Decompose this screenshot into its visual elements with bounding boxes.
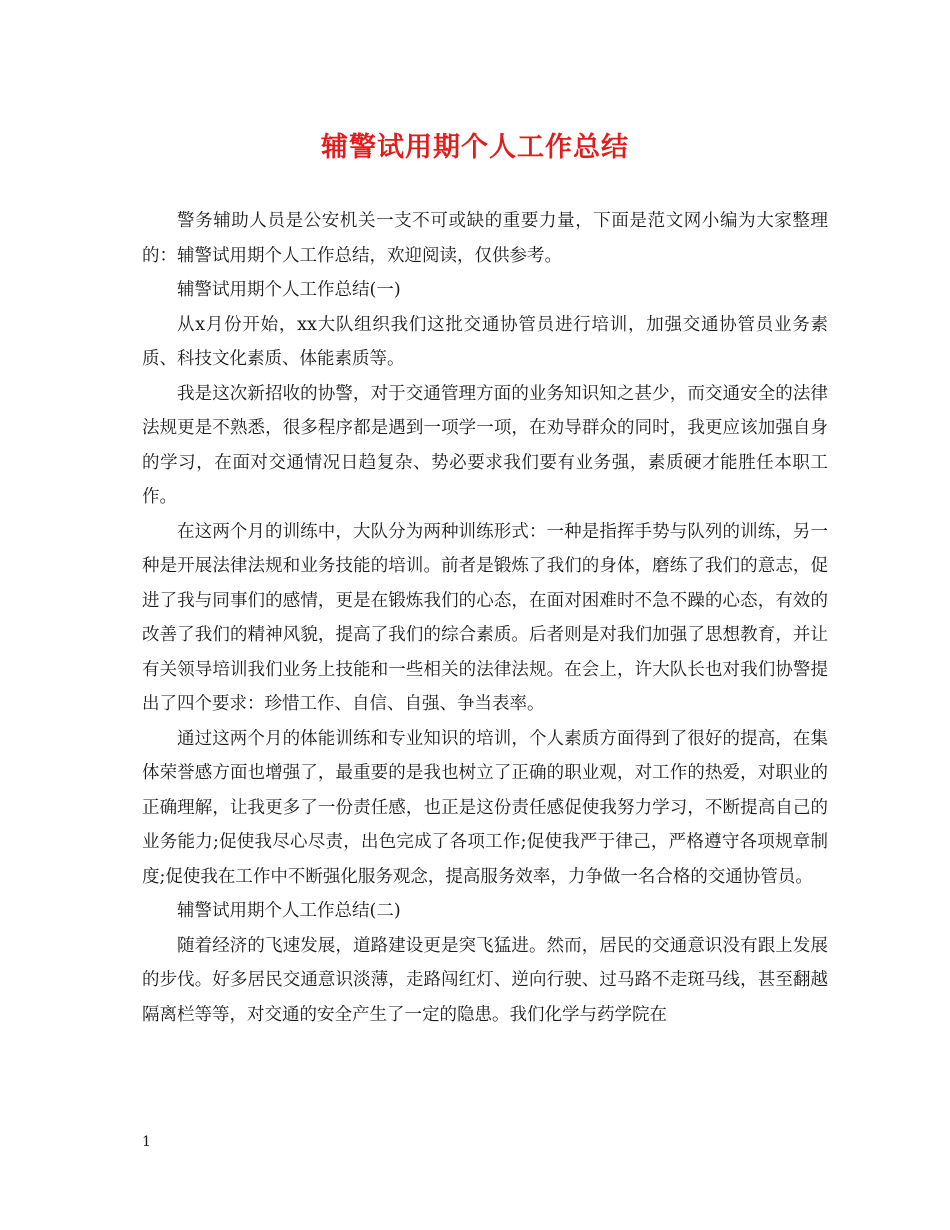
document-body xyxy=(142,204,828,1032)
page-number: 1 xyxy=(142,1134,151,1150)
paragraph: 在这两个月的训练中，大队分为两种训练形式：一种是指挥手势与队列的训练，另一种是开展法律法规和业务技能的培训。前者是锻炼了我们的身体，磨练了我们的意志，促进了我与同事们的感情，更是在锻炼我们的心态，在面对困难时不急不躁的心态，有效的改善了我们的精神风貌，提高了我们的综合素质。后者则是对我们加强了思想教育，并让有关领导培训我们业务上技能和一些相关的法律法规。在会上，许大队长也对我们协警提出了四个要求：珍惜工作、自信、自强、争当表率。 xyxy=(142,521,828,714)
section-heading-2: 辅警试用期个人工作总结(二) xyxy=(177,901,401,921)
paragraph: 随着经济的飞速发展，道路建设更是突飞猛进。然而，居民的交通意识没有跟上发展的步伐。好多居民交通意识淡薄，走路闯红灯、逆向行驶、过马路不走斑马线，甚至翻越隔离栏等等，对交通的安全产生了一定的隐患。我们化学与药学院在 xyxy=(142,935,828,1025)
document-title: 辅警试用期个人工作总结 xyxy=(321,132,629,163)
paragraph: 从x月份开始，xx大队组织我们这批交通协管员进行培训，加强交通协管员业务素质、科技文化素质、体能素质等。 xyxy=(142,314,828,369)
paragraph-intro: 警务辅助人员是公安机关一支不可或缺的重要力量，下面是范文网小编为大家整理的：辅警试用期个人工作总结，欢迎阅读，仅供参考。 xyxy=(142,211,828,266)
section-heading-1: 辅警试用期个人工作总结(一) xyxy=(177,280,401,300)
paragraph: 我是这次新招收的协警，对于交通管理方面的业务知识知之甚少，而交通安全的法律法规更是不熟悉，很多程序都是遇到一项学一项，在劝导群众的同时，我更应该加强自身的学习，在面对交通情况日趋复杂、势必要求我们要有业务强，素质硬才能胜任本职工作。 xyxy=(142,383,828,507)
paragraph: 通过这两个月的体能训练和专业知识的培训，个人素质方面得到了很好的提高，在集体荣誉感方面也增强了，最重要的是我也树立了正确的职业观，对工作的热爱，对职业的正确理解，让我更多了一份责任感，也正是这份责任感促使我努力学习，不断提高自己的业务能力;促使我尽心尽责，出色完成了各项工作;促使我严于律己，严格遵守各项规章制度;促使我在工作中不断强化服务观念，提高服务效率，力争做一名合格的交通协管员。 xyxy=(142,728,828,887)
